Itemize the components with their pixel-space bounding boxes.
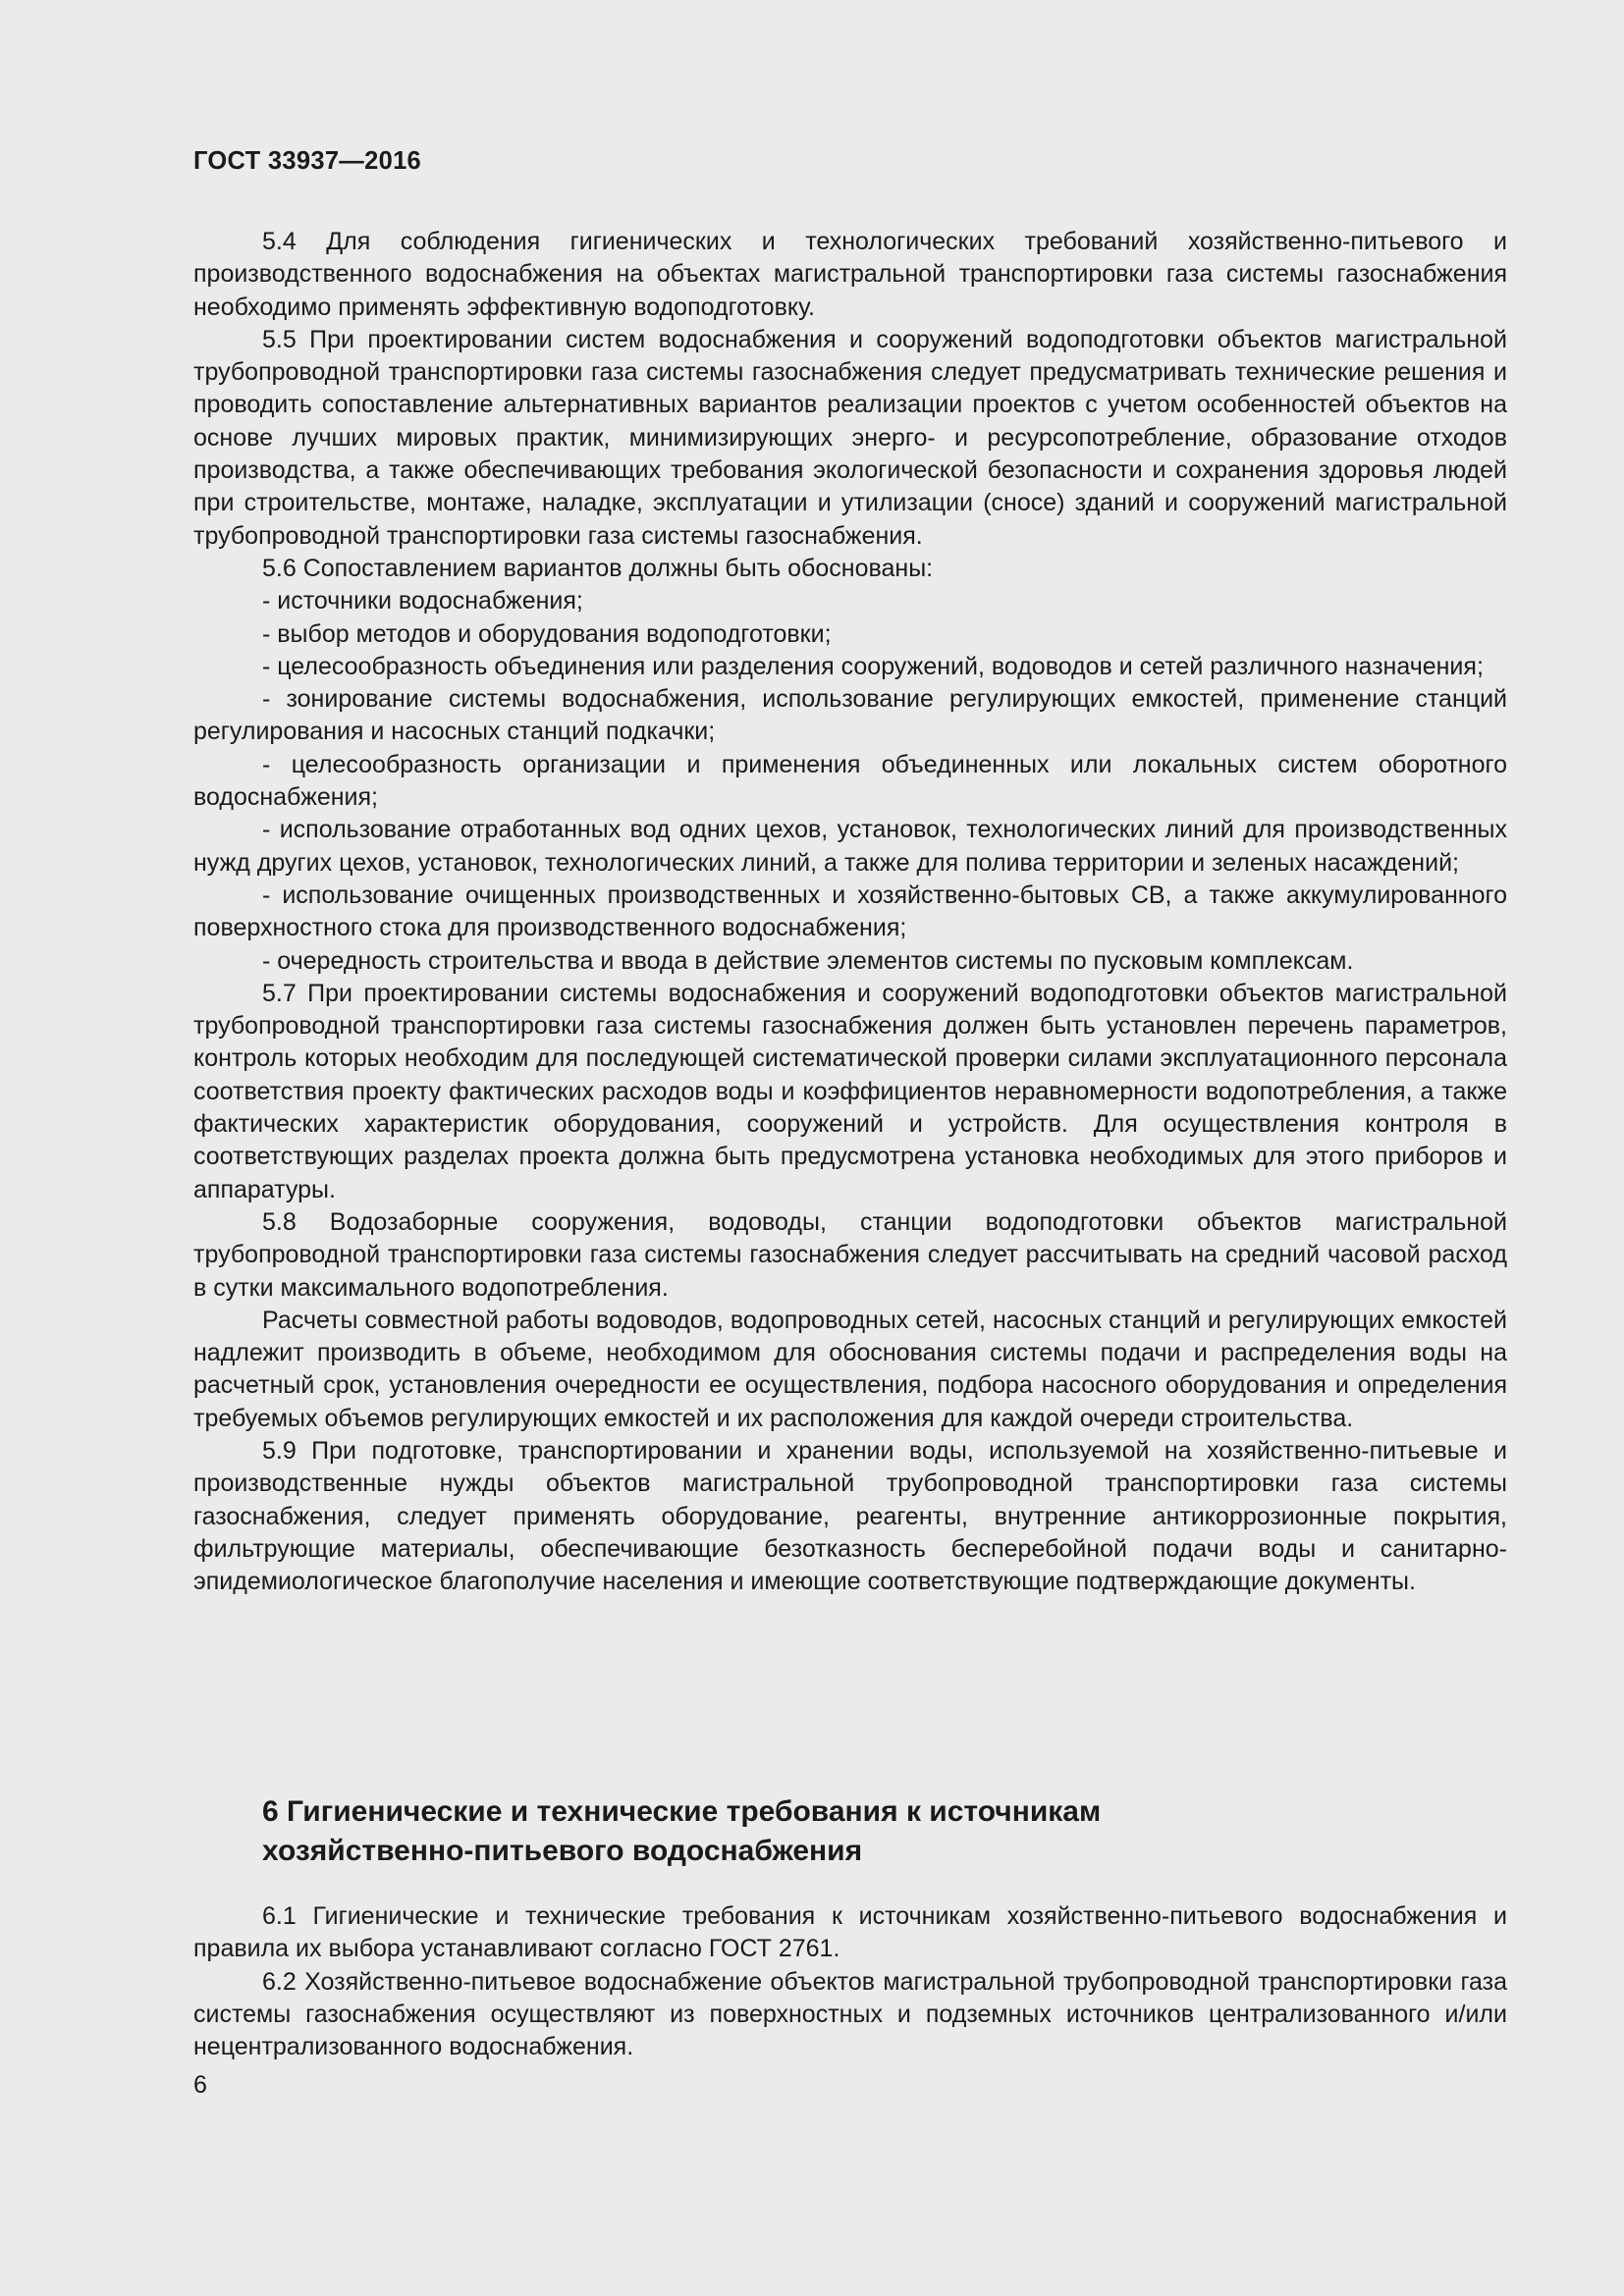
paragraph-5-5: 5.5 При проектировании систем водоснабжения и сооружений водоподготовки объектов магистральной трубопроводной транспортировки газа системы газоснабжения следует предусматривать технические решения и проводить сопоставление альтернативных вариантов реализации проектов с учетом особенностей объектов на основе лучших мировых практик, минимизирующих энерго- и ресурсопотребление, образование отходов производства, а также обеспечивающих требования экологической безопасности и сохранения здоровья людей при строительстве, монтаже, наладке, эксплуатации и утилизации (сносе) зданий и сооружений магистральной трубопроводной транспортировки газа системы газоснабжения. (193, 325, 1507, 550)
section-6-heading-line-2: хозяйственно-питьевого водоснабжения (262, 1835, 863, 1867)
paragraph-5-8-cont: Расчеты совместной работы водоводов, водопроводных сетей, насосных станций и регулирующих емкостей надлежит производить в объеме, необходимом для обоснования системы подачи и распределения воды на расчетный срок, установления очередности ее осуществления, подбора насосного оборудования и определения требуемых объемов регулирующих емкостей и их расположения для каждой очереди строительства. (193, 1306, 1507, 1432)
paragraph-6-1: 6.1 Гигиенические и технические требования к источникам хозяйственно-питьевого водоснабжения и правила их выбора устанавливают согласно ГОСТ 2761. (193, 1902, 1507, 1963)
list-item: - использование очищенных производственных и хозяйственно-бытовых СВ, а также аккумулированного поверхностного стока для производственного водоснабжения; (193, 881, 1507, 942)
document-header: ГОСТ 33937—2016 (193, 147, 422, 175)
section-6-heading (262, 1792, 1440, 1871)
paragraph-5-9: 5.9 При подготовке, транспортировании и хранении воды, используемой на хозяйственно-питьевые и производственные нужды объектов магистральной трубопроводной транспортировки газа системы газоснабжения, следует применять оборудование, реагенты, внутренние антикоррозионные покрытия, фильтрующие материалы, обеспечивающие безотказность бесперебойной подачи воды и санитарно-эпидемиологическое благополучие населения и имеющие соответствующие подтверждающие документы. (193, 1436, 1507, 1596)
list-item: - выбор методов и оборудования водоподготовки; (262, 619, 832, 648)
paragraph-5-6: 5.6 Сопоставлением вариантов должны быть обоснованы: (262, 554, 934, 582)
list-item: - зонирование системы водоснабжения, использование регулирующих емкостей, применение станций регулирования и насосных станций подкачки; (193, 685, 1507, 746)
list-item: - использование отработанных вод одних цехов, установок, технологических линий для производственных нужд других цехов, установок, технологических линий, а также для полива территории и зеленых насаждений; (193, 816, 1507, 877)
section-6-body (193, 1900, 1507, 2063)
paragraph-5-4: 5.4 Для соблюдения гигиенических и технологических требований хозяйственно-питьевого и производственного водоснабжения на объектах магистральной транспортировки газа системы газоснабжения необходимо применять эффективную водоподготовку. (193, 228, 1507, 321)
list-item: - источники водоснабжения; (262, 587, 583, 615)
paragraph-6-2: 6.2 Хозяйственно-питьевое водоснабжение объектов магистральной трубопроводной транспортировки газа системы газоснабжения осуществляют из поверхностных и подземных источников централизованного и/или нецентрализованного водоснабжения. (193, 1967, 1507, 2061)
section-5-body (193, 226, 1507, 1598)
paragraph-5-8: 5.8 Водозаборные сооружения, водоводы, станции водоподготовки объектов магистральной трубопроводной транспортировки газа системы газоснабжения следует рассчитывать на средний часовой расход в сутки максимального водопотребления. (193, 1207, 1507, 1302)
page-number: 6 (193, 2071, 207, 2099)
list-item: - целесообразность организации и применения объединенных или локальных систем оборотного водоснабжения; (193, 750, 1507, 812)
list-item: - целесообразность объединения или разделения сооружений, водоводов и сетей различного назначения; (262, 652, 1484, 680)
section-6-heading-line-1: 6 Гигиенические и технические требования к источникам (262, 1795, 1102, 1828)
list-item: - очередность строительства и ввода в действие элементов системы по пусковым комплексам. (262, 946, 1354, 975)
paragraph-5-7: 5.7 При проектировании системы водоснабжения и сооружений водоподготовки объектов магистральной трубопроводной транспортировки газа системы газоснабжения должен быть установлен перечень параметров, контроль которых необходим для последующей систематической проверки силами эксплуатационного персонала соответствия проекту фактических расходов воды и коэффициентов неравномерности водопотребления, а также фактических характеристик оборудования, сооружений и устройств. Для осуществления контроля в соответствующих разделах проекта должна быть предусмотрена установка необходимых для этого приборов и аппаратуры. (193, 979, 1507, 1203)
